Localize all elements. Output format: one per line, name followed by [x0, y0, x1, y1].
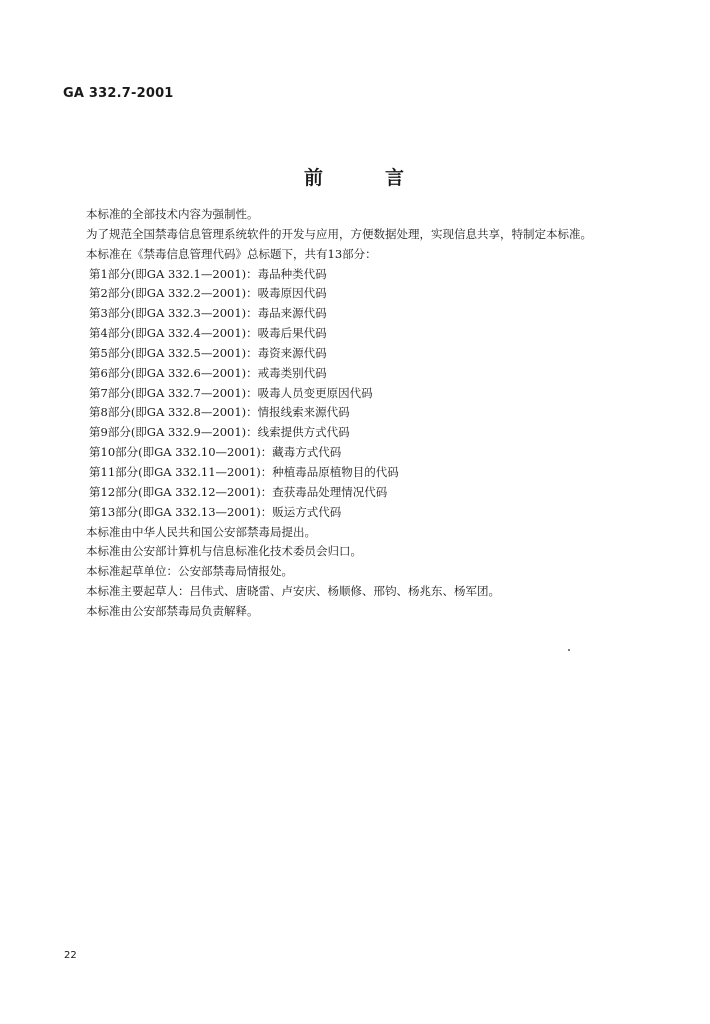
page-title: [0, 163, 710, 190]
list-item: 第6部分(即GA 332.6—2001)：戒毒类别代码: [89, 365, 327, 380]
scan-artifact-dot: [568, 649, 570, 651]
list-item: 第3部分(即GA 332.3—2001)：毒品来源代码: [89, 306, 327, 321]
title-char-2: 言: [385, 167, 407, 189]
parts-list: [86, 265, 686, 523]
list-item: 第8部分(即GA 332.8—2001)：情报线索来源代码: [89, 405, 350, 420]
list-item: 第12部分(即GA 332.12—2001)：查获毒品处理情况代码: [89, 484, 388, 499]
list-item: 第4部分(即GA 332.4—2001)：吸毒后果代码: [89, 326, 327, 341]
title-char-1: 前: [303, 167, 325, 189]
paragraph-interpretation: 本标准由公安部禁毒局负责解释。: [86, 603, 259, 618]
standard-code-header: GA 332.7-2001: [63, 86, 174, 101]
page-number: 22: [64, 950, 77, 961]
paragraph-parts-intro: 本标准在《禁毒信息管理代码》总标题下，共有13部分：: [86, 246, 377, 261]
list-item: 第11部分(即GA 332.11—2001)：种植毒品原植物目的代码: [89, 464, 399, 479]
foreword-body: [86, 205, 686, 622]
list-item: 第10部分(即GA 332.10—2001)：藏毒方式代码: [89, 445, 342, 460]
paragraph-drafters: 本标准主要起草人：吕伟式、唐晓雷、卢安庆、杨顺修、邢钧、杨兆东、杨军团。: [86, 584, 500, 599]
list-item: 第1部分(即GA 332.1—2001)：毒品种类代码: [89, 266, 327, 281]
list-item: 第13部分(即GA 332.13—2001)：贩运方式代码: [89, 504, 342, 519]
paragraph-proposed-by: 本标准由中华人民共和国公安部禁毒局提出。: [86, 524, 316, 539]
paragraph-mandatory: 本标准的全部技术内容为强制性。: [86, 207, 259, 221]
list-item: 第5部分(即GA 332.5—2001)：毒资来源代码: [89, 345, 327, 360]
paragraph-centralized-by: 本标准由公安部计算机与信息标准化技术委员会归口。: [86, 544, 362, 559]
list-item: 第2部分(即GA 332.2—2001)：吸毒原因代码: [89, 286, 327, 301]
paragraph-drafting-unit: 本标准起草单位：公安部禁毒局情报处。: [86, 564, 293, 579]
list-item: 第9部分(即GA 332.9—2001)：线索提供方式代码: [89, 425, 350, 440]
paragraph-purpose: 为了规范全国禁毒信息管理系统软件的开发与应用，方便数据处理，实现信息共享，特制定本标准。: [86, 226, 592, 241]
list-item: 第7部分(即GA 332.7—2001)：吸毒人员变更原因代码: [89, 385, 373, 400]
